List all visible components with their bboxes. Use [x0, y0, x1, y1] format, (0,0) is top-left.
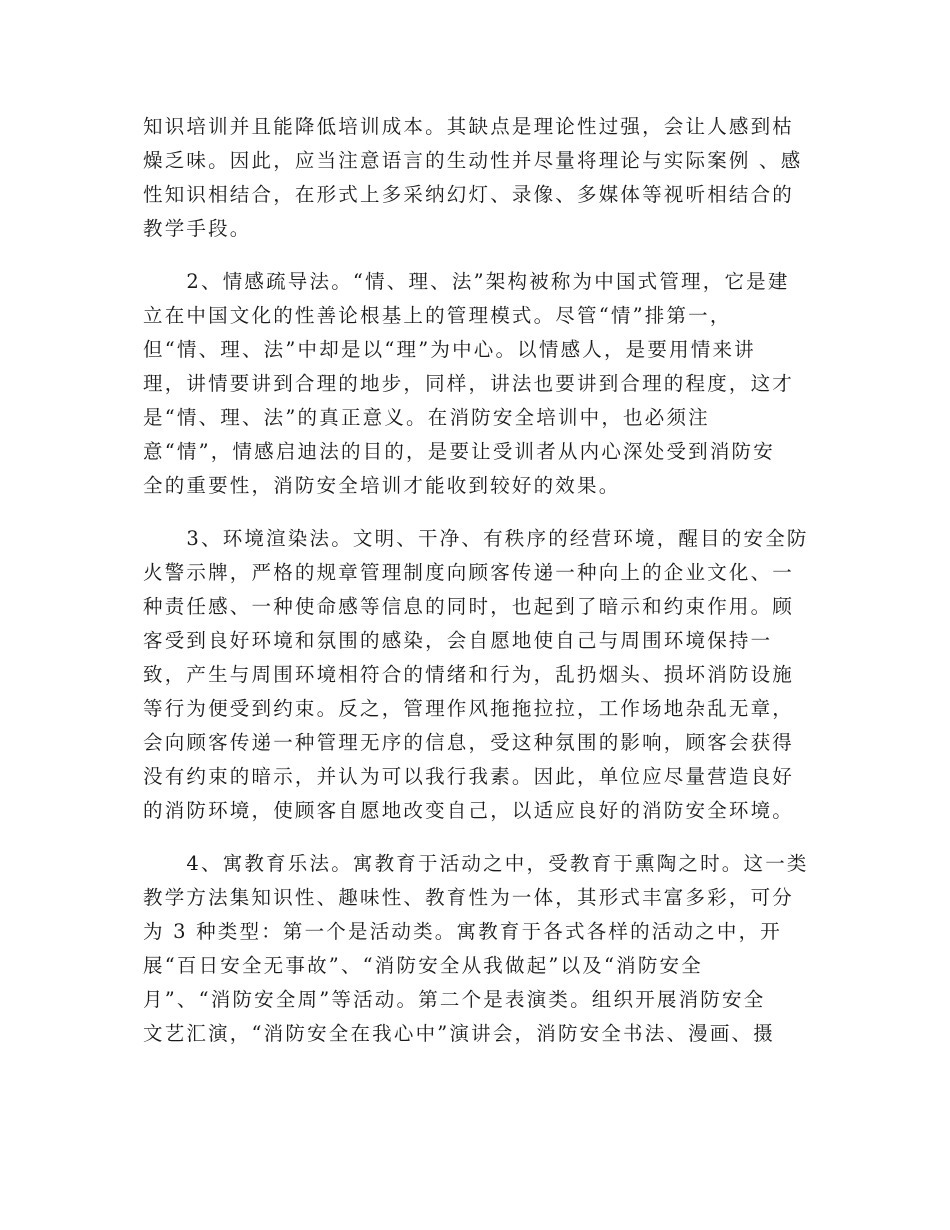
paragraph-training-cost	[143, 110, 809, 246]
text-line: 月”、“消防安全周”等活动。第二个是表演类。组织开展消防安全	[143, 988, 766, 1011]
text-line: 会向顾客传递一种管理无序的信息，受这种氛围的影响，顾客会获得	[143, 731, 795, 754]
text-line: 但“情、理、法”中却是以“理”为中心。以情感人，是要用情来讲	[143, 338, 756, 361]
document-page	[143, 110, 809, 1070]
text-line: 是“情、理、法”的真正意义。在消防安全培训中，也必须注	[143, 406, 710, 429]
text-line: 4、寓教育乐法。寓教育于活动之中，受教育于熏陶之时。这一类	[143, 852, 809, 875]
paragraph-environment	[143, 522, 809, 828]
text-line: 没有约束的暗示，并认为可以我行我素。因此，单位应尽量营造良好	[143, 765, 795, 788]
paragraph-emotional-guidance	[143, 265, 809, 503]
text-line: 全的重要性，消防安全培训才能收到较好的效果。	[143, 474, 621, 497]
text-line: 2、情感疏导法。“情、理、法”架构被称为中国式管理，它是建	[143, 270, 790, 293]
text-line: 种责任感、一种使命感等信息的同时，也起到了暗示和约束作用。顾	[143, 595, 795, 618]
text-line: 教学方法集知识性、趣味性、教育性为一体，其形式丰富多彩，可分	[143, 886, 795, 909]
text-line: 教学手段。	[143, 217, 252, 240]
text-line: 文艺汇演，“消防安全在我心中”演讲会，消防安全书法、漫画、摄	[143, 1022, 775, 1045]
text-line: 理，讲情要讲到合理的地步，同样，讲法也要讲到合理的程度，这才	[143, 372, 795, 395]
text-line: 等行为便受到约束。反之，管理作风拖拖拉拉，工作场地杂乱无章，	[143, 697, 795, 720]
text-line: 客受到良好环境和氛围的感染，会自愿地使自己与周围环境保持一	[143, 629, 773, 652]
text-line: 火警示牌，严格的规章管理制度向顾客传递一种向上的企业文化、一	[143, 561, 795, 584]
text-line: 展“百日安全无事故”、“消防安全从我做起”以及“消防安全	[143, 954, 703, 977]
text-line: 意“情”，情感启迪法的目的，是要让受训者从内心深处受到消防安	[143, 440, 775, 463]
text-line: 为 3 种类型：第一个是活动类。寓教育于各式各样的活动之中，开	[143, 920, 783, 943]
text-line: 性知识相结合，在形式上多采纳幻灯、录像、多媒体等视听相结合的	[143, 183, 795, 206]
text-line: 知识培训并且能降低培训成本。其缺点是理论性过强，会让人感到枯	[143, 115, 795, 138]
text-line: 3、环境渲染法。文明、干净、有秩序的经营环境，醒目的安全防	[143, 527, 809, 550]
text-line: 致，产生与周围环境相符合的情绪和行为，乱扔烟头、损坏消防设施	[143, 663, 795, 686]
text-line: 的消防环境，使顾客自愿地改变自己，以适应良好的消防安全环境。	[143, 799, 795, 822]
paragraph-education-fun	[143, 847, 809, 1051]
text-line: 燥乏味。因此，应当注意语言的生动性并尽量将理论与实际案例 、感	[143, 149, 803, 172]
text-line: 立在中国文化的性善论根基上的管理模式。尽管“情”排第一，	[143, 304, 732, 327]
